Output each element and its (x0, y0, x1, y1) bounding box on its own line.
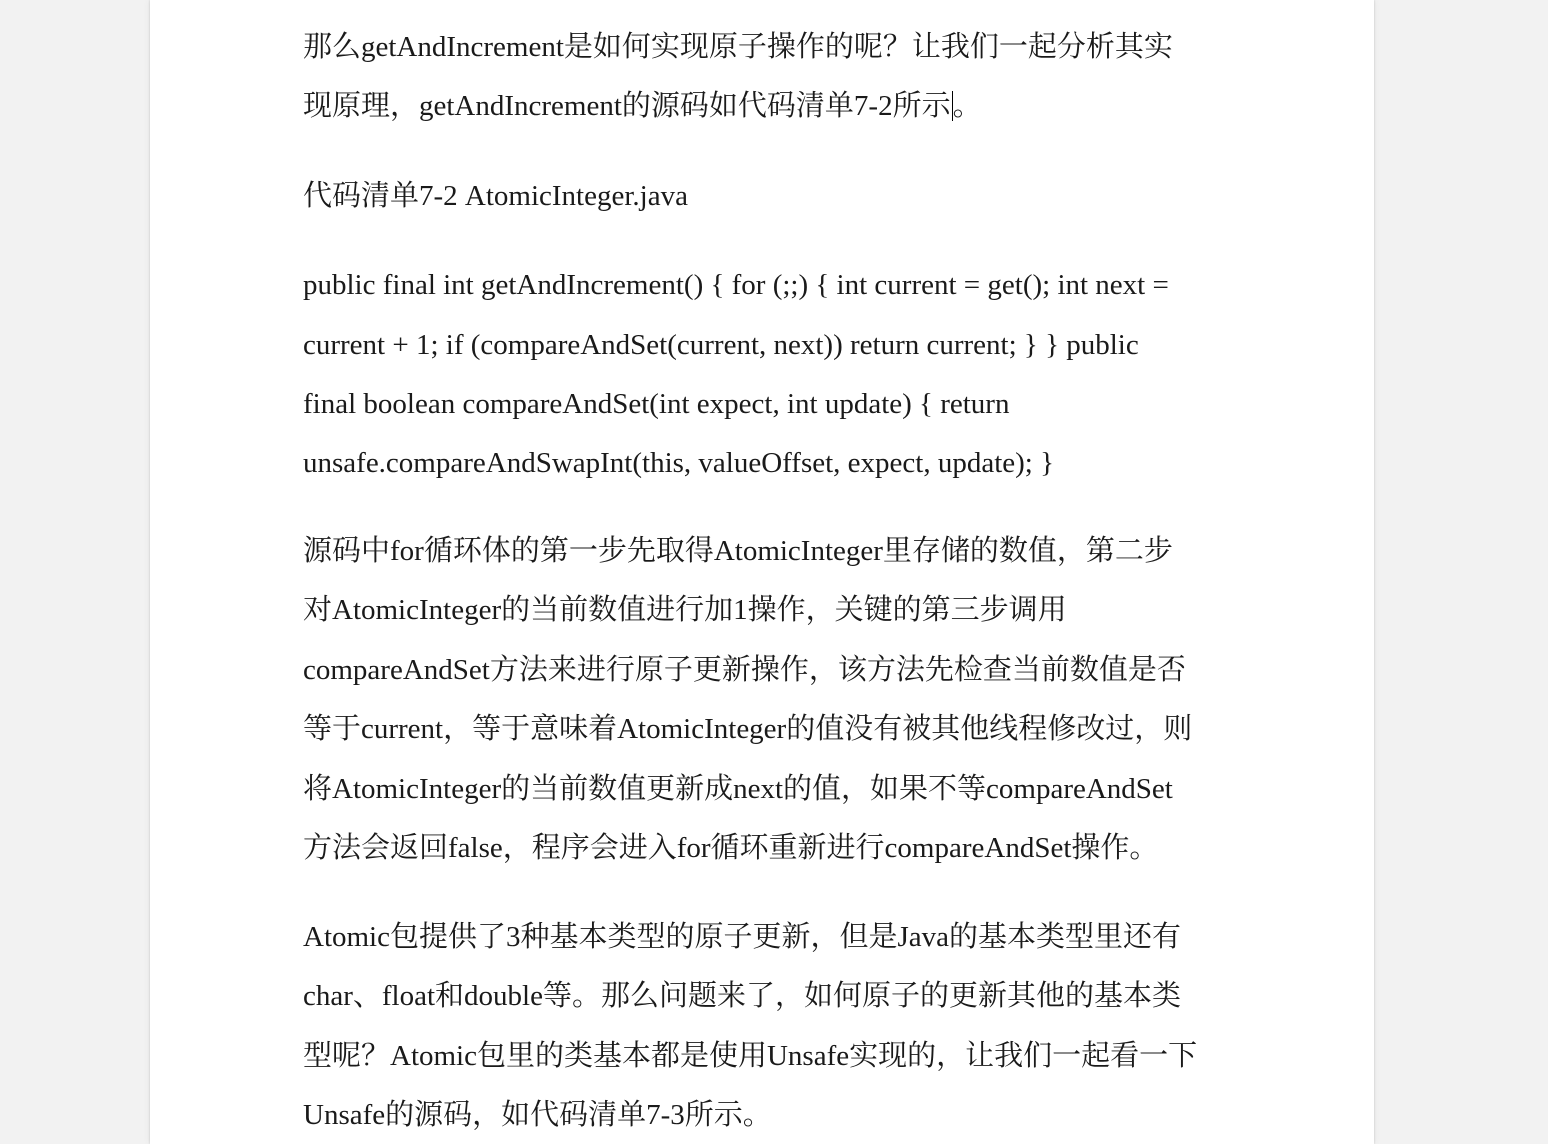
text-line: 等于current，等于意味着AtomicInteger的值没有被其他线程修改过，则 (303, 713, 1193, 745)
code-line: final boolean compareAndSet(int expect, int update) { return (303, 388, 1010, 420)
text-line: 方法会返回false，程序会进入for循环重新进行compareAndSet操作。 (303, 832, 1159, 864)
code-line: current + 1; if (compareAndSet(current, next)) return current; } } public (303, 329, 1139, 361)
text-line-content: 现原理，getAndIncrement的源码如代码清单7-2所示 (303, 90, 951, 122)
text-line: 那么getAndIncrement是如何实现原子操作的呢？让我们一起分析其实 (303, 31, 1173, 63)
text-line: 型呢？Atomic包里的类基本都是使用Unsafe实现的，让我们一起看一下 (303, 1040, 1198, 1072)
text-line: 源码中for循环体的第一步先取得AtomicInteger里存储的数值，第二步 (303, 535, 1173, 567)
text-line (303, 88, 982, 124)
code-line: unsafe.compareAndSwapInt(this, valueOffset, expect, update); } (303, 447, 1055, 479)
text-line-suffix: 。 (952, 90, 982, 122)
text-line: Unsafe的源码，如代码清单7-3所示。 (303, 1099, 772, 1131)
caption-line: 代码清单7-2 AtomicInteger.java (303, 180, 688, 212)
document-page (150, 0, 1374, 1144)
text-line: 对AtomicInteger的当前数值进行加1操作，关键的第三步调用 (303, 594, 1067, 626)
text-line: compareAndSet方法来进行原子更新操作，该方法先检查当前数值是否 (303, 654, 1186, 686)
code-line: public final int getAndIncrement() { for (;;) { int current = get(); int next = (303, 269, 1169, 301)
text-line: Atomic包提供了3种基本类型的原子更新，但是Java的基本类型里还有 (303, 921, 1182, 953)
text-line: 将AtomicInteger的当前数值更新成next的值，如果不等compareAndSet (303, 773, 1173, 805)
text-line: char、float和double等。那么问题来了，如何原子的更新其他的基本类 (303, 980, 1181, 1012)
